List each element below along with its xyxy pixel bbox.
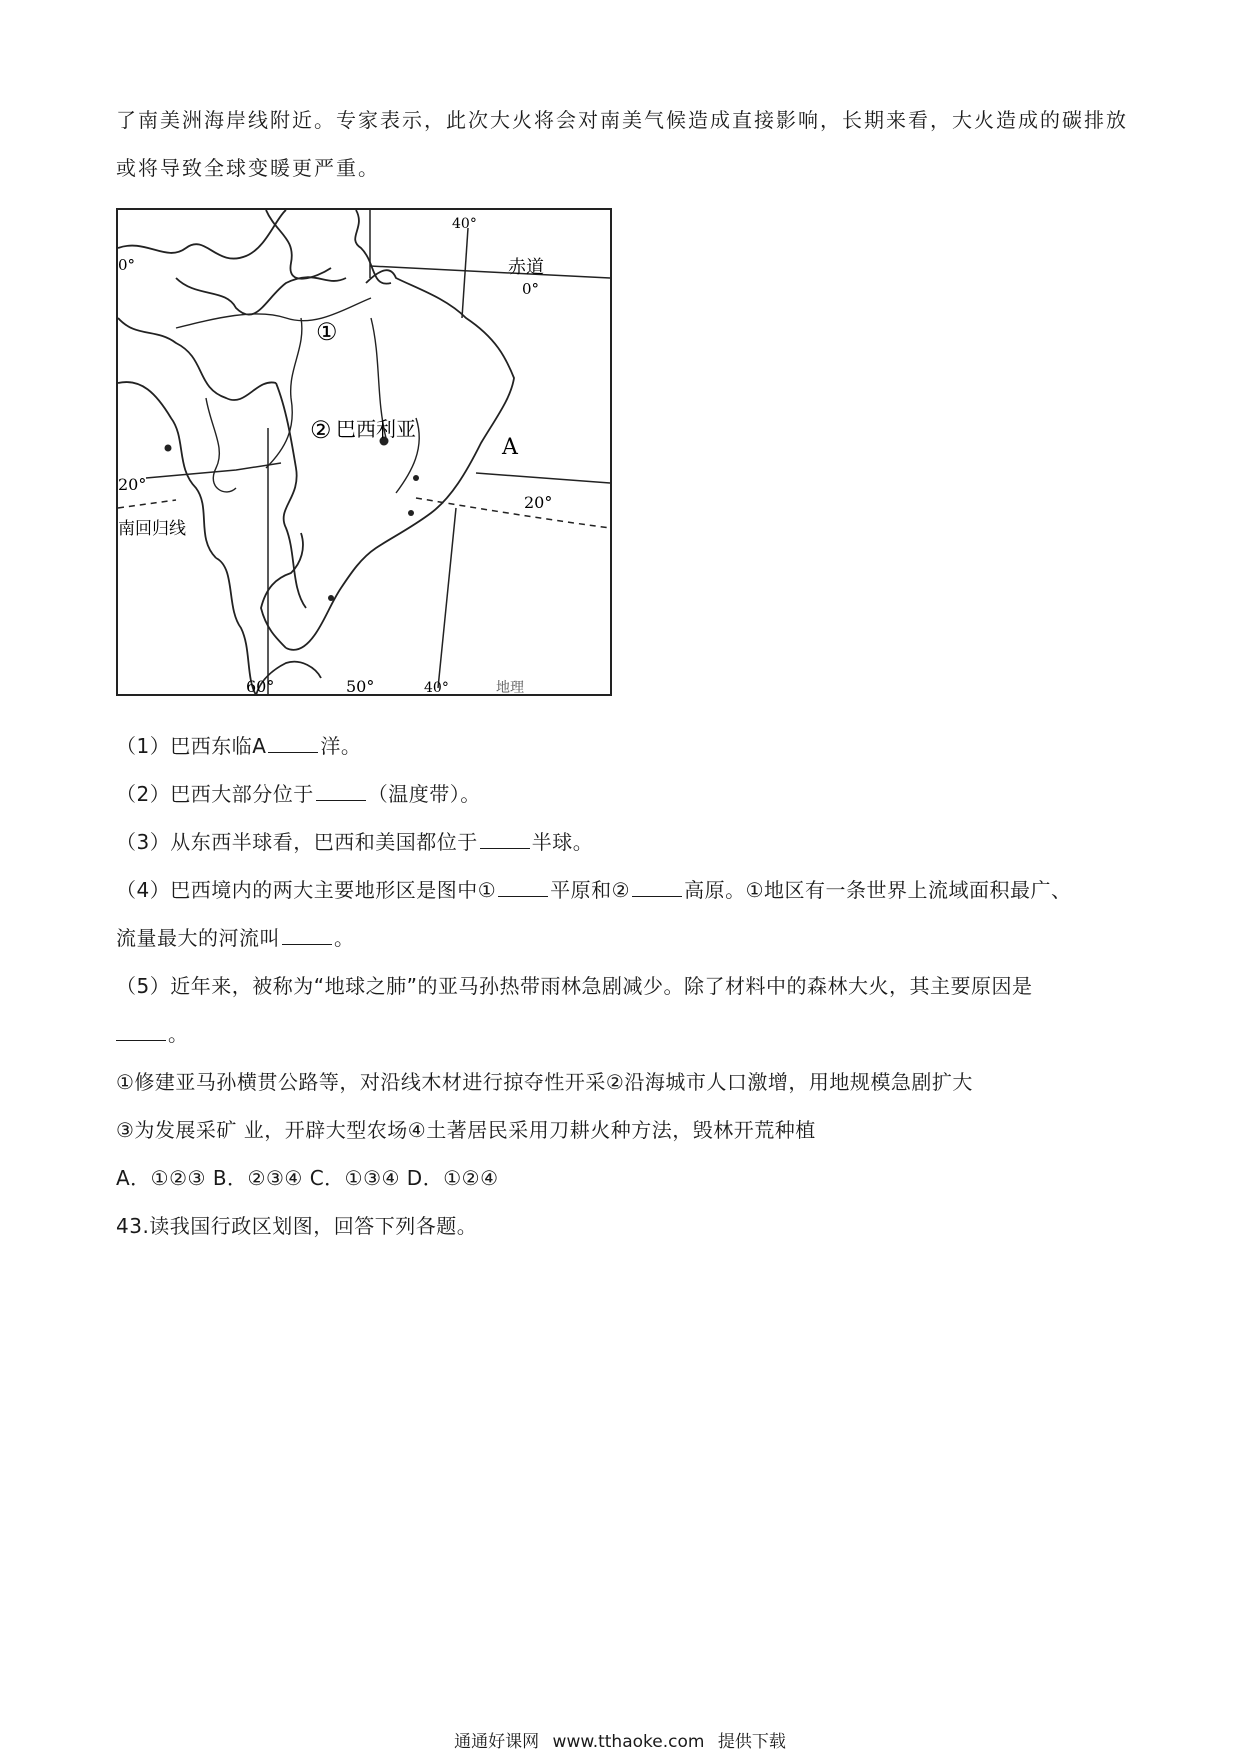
brazil-map <box>116 208 612 696</box>
label-capital: 巴西利亚 <box>336 417 416 441</box>
question-4: （4）巴西境内的两大主要地形区是图中① 平原和② 高原。①地区有一条世界上流域面积最广、 <box>116 878 1072 902</box>
question-5: （5）近年来，被称为“地球之肺”的亚马孙热带雨林急剧减少。除了材料中的森林大火，其主要原因是 <box>116 974 1033 998</box>
option-statements-2: ③为发展采矿 业，开辟大型农场④土著居民采用刀耕火种方法，毁林开荒种植 <box>116 1118 816 1142</box>
label-lon40-bottom: 40° <box>424 680 449 696</box>
label-lat0-right: 0° <box>522 280 540 298</box>
question-43: 43.读我国行政区划图，回答下列各题。 <box>116 1214 478 1238</box>
footer-url[interactable]: www.tthaoke.com <box>552 1732 705 1752</box>
intro-line-1: 了南美洲海岸线附近。专家表示，此次大火将会对南美气候造成直接影响，长期来看，大火造成的碳排放 <box>116 108 1128 132</box>
label-marker-1: ① <box>316 318 338 346</box>
intro-line-2: 或将导致全球变暖更严重。 <box>116 156 380 180</box>
answer-blank[interactable] <box>498 878 548 897</box>
answer-blank[interactable] <box>480 830 530 849</box>
label-lon50: 50° <box>346 677 375 696</box>
footer-site-name: 通通好课网 <box>454 1732 540 1752</box>
answer-blank[interactable] <box>116 1022 166 1041</box>
label-marker-2: ② <box>310 416 332 444</box>
answer-blank[interactable] <box>632 878 682 897</box>
page-footer <box>0 1727 1240 1752</box>
label-lon40-top: 40° <box>452 216 477 232</box>
answer-blank[interactable] <box>268 734 318 753</box>
answer-blank[interactable] <box>316 782 366 801</box>
answer-blank[interactable] <box>282 926 332 945</box>
label-lat20-left: 20° <box>118 475 147 494</box>
option-statements-1: ①修建亚马孙横贯公路等，对沿线木材进行掠夺性开采②沿海城市人口激增，用地规模急剧扩大 <box>116 1070 973 1094</box>
question-4-line-2: 流量最大的河流叫 。 <box>116 926 355 950</box>
label-equator: 赤道 <box>508 257 544 278</box>
footer-suffix: 提供下载 <box>717 1732 786 1752</box>
answer-choices: A．①②③ B．②③④ C．①③④ D．①②④ <box>116 1166 499 1190</box>
label-watermark: 地理 <box>496 680 524 696</box>
question-1: （1）巴西东临A 洋。 <box>116 734 362 758</box>
question-3: （3）从东西半球看，巴西和美国都位于 半球。 <box>116 830 594 854</box>
label-lon60: 60° <box>246 677 275 696</box>
question-5-line-2: 。 <box>116 1018 189 1047</box>
label-tropic: 南回归线 <box>118 519 186 539</box>
question-2: （2）巴西大部分位于 （温度带）。 <box>116 782 481 806</box>
label-lat20-right: 20° <box>524 493 553 512</box>
label-lat0-left: 0° <box>118 256 136 274</box>
label-ocean-a: A <box>502 435 518 460</box>
